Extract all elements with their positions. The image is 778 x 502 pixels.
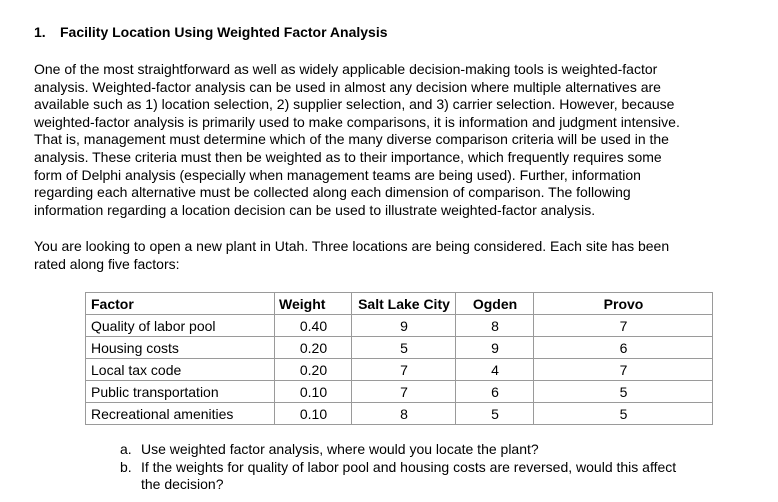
- table-row: [86, 359, 713, 381]
- paragraph-line: You are looking to open a new plant in Utah. Three locations are being considered. Each site has been: [34, 238, 670, 254]
- cell-weight: 0.10: [275, 381, 352, 403]
- cell-weight: 0.20: [275, 337, 352, 359]
- cell-salt-lake-city: 7: [352, 381, 456, 403]
- cell-provo: 5: [534, 403, 713, 425]
- section-heading: [34, 24, 388, 40]
- cell-provo: 5: [534, 381, 713, 403]
- header-factor: Factor: [86, 293, 275, 315]
- scenario-paragraph: [34, 238, 734, 273]
- paragraph-line: information regarding a location decision can be used to illustrate weighted-factor analysis.: [34, 201, 596, 218]
- section-number: 1.: [34, 24, 46, 40]
- question-item: [120, 459, 760, 494]
- table-header-row: [86, 293, 713, 315]
- section-title: Facility Location Using Weighted Factor Analysis: [60, 24, 388, 40]
- cell-provo: 7: [534, 315, 713, 337]
- cell-salt-lake-city: 5: [352, 337, 456, 359]
- intro-paragraph: [34, 61, 734, 219]
- question-line: the decision?: [141, 476, 224, 493]
- cell-ogden: 8: [456, 315, 534, 337]
- paragraph-line: form of Delphi analysis (especially when management teams are being used). Further, information: [34, 166, 641, 183]
- cell-weight: 0.10: [275, 403, 352, 425]
- question-letter: a.: [120, 441, 132, 457]
- cell-ogden: 9: [456, 337, 534, 359]
- question-line: Use weighted factor analysis, where would you locate the plant?: [141, 441, 539, 457]
- cell-ogden: 6: [456, 381, 534, 403]
- table-row: [86, 403, 713, 425]
- cell-weight: 0.40: [275, 315, 352, 337]
- header-provo: Provo: [534, 293, 713, 315]
- table-row: [86, 315, 713, 337]
- paragraph-line: rated along five factors:: [34, 255, 180, 272]
- cell-provo: 7: [534, 359, 713, 381]
- table-row: [86, 337, 713, 359]
- paragraph-line: analysis. Weighted-factor analysis can be used in almost any decision where multiple alternatives are: [34, 78, 661, 95]
- header-weight: Weight: [275, 293, 352, 315]
- cell-factor: Public transportation: [86, 381, 275, 403]
- cell-salt-lake-city: 8: [352, 403, 456, 425]
- question-line: If the weights for quality of labor pool and housing costs are reversed, would this affect: [141, 458, 677, 475]
- paragraph-line: available such as 1) location selection, 2) supplier selection, and 3) carrier selection. However, because: [34, 96, 675, 113]
- cell-weight: 0.20: [275, 359, 352, 381]
- question-item: [120, 441, 760, 459]
- question-text: [141, 459, 760, 494]
- cell-salt-lake-city: 9: [352, 315, 456, 337]
- cell-factor: Housing costs: [86, 337, 275, 359]
- question-list: [120, 441, 760, 494]
- cell-provo: 6: [534, 337, 713, 359]
- cell-factor: Recreational amenities: [86, 403, 275, 425]
- question-text: [141, 441, 760, 459]
- cell-factor: Local tax code: [86, 359, 275, 381]
- paragraph-line: weighted-factor analysis is primarily used to make comparisons, it is information and judgment intensive.: [34, 113, 680, 130]
- header-salt-lake-city: Salt Lake City: [352, 293, 456, 315]
- paragraph-line: analysis. These criteria must then be weighted as to their importance, which frequently requires some: [34, 148, 662, 165]
- cell-factor: Quality of labor pool: [86, 315, 275, 337]
- paragraph-line: That is, management must determine which of the many diverse comparison criteria will be used in the: [34, 131, 669, 148]
- factor-rating-table: [85, 292, 713, 425]
- header-ogden: Ogden: [456, 293, 534, 315]
- paragraph-line: regarding each alternative must be collected along each dimension of comparison. The following: [34, 184, 631, 201]
- cell-ogden: 5: [456, 403, 534, 425]
- table-row: [86, 381, 713, 403]
- cell-ogden: 4: [456, 359, 534, 381]
- paragraph-line: One of the most straightforward as well as widely applicable decision-making tools is weighted-factor: [34, 61, 658, 77]
- question-letter: b.: [120, 458, 132, 475]
- cell-salt-lake-city: 7: [352, 359, 456, 381]
